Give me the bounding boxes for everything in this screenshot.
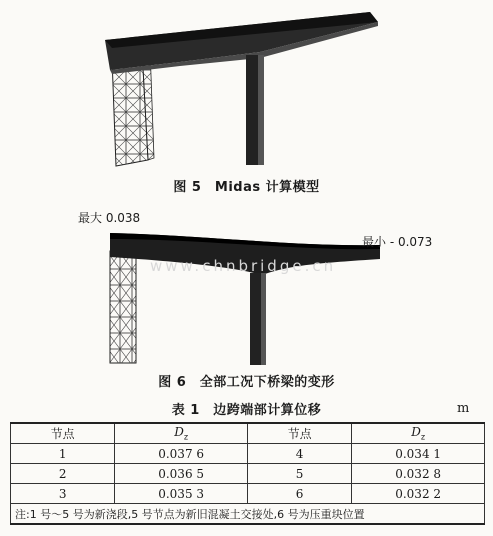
disp-cell: 0.034 1 [352, 444, 485, 464]
header-node-1: 节点 [11, 423, 115, 444]
scaffold-tower [110, 251, 136, 363]
figure-6-deformation [0, 205, 493, 370]
header-disp-1 [115, 423, 248, 444]
node-cell: 1 [11, 444, 115, 464]
table-unit: m [457, 401, 470, 416]
header-disp-2 [352, 423, 485, 444]
figure-5-midas-model [0, 0, 493, 175]
table-row [11, 444, 485, 464]
watermark: www.chnbridge.cn [150, 257, 337, 275]
disp-cell: 0.036 5 [115, 464, 248, 484]
bridge-pier [250, 273, 266, 365]
node-cell: 4 [247, 444, 351, 464]
disp-symbol: D [411, 425, 421, 440]
disp-cell: 0.035 3 [115, 484, 248, 504]
disp-subscript: z [183, 432, 189, 442]
table-row [11, 464, 485, 484]
header-node-2: 节点 [247, 423, 351, 444]
node-cell: 6 [247, 484, 351, 504]
bridge-deck [105, 12, 378, 74]
disp-cell: 0.032 2 [352, 484, 485, 504]
bridge-pier [246, 55, 264, 165]
table-header-row [11, 423, 485, 444]
disp-subscript: z [420, 432, 426, 442]
max-deformation-label: 最大 0.038 [78, 211, 141, 225]
table-note: 注:1 号～5 号为新浇段,5 号节点为新旧混凝土交接处,6 号为压重块位置 [11, 504, 485, 525]
figure-5-caption: 图 5 Midas 计算模型 [173, 180, 320, 195]
table-note-row [11, 504, 485, 525]
node-cell: 3 [11, 484, 115, 504]
min-deformation-label: 最小 - 0.073 [362, 235, 433, 249]
table-row [11, 484, 485, 504]
figure-6-caption: 图 6 全部工况下桥梁的变形 [158, 375, 335, 390]
table-1-caption: 表 1 边跨端部计算位移 [171, 403, 322, 418]
disp-cell: 0.037 6 [115, 444, 248, 464]
displacement-table [10, 422, 485, 525]
disp-symbol: D [174, 425, 184, 440]
node-cell: 2 [11, 464, 115, 484]
disp-cell: 0.032 8 [352, 464, 485, 484]
node-cell: 5 [247, 464, 351, 484]
